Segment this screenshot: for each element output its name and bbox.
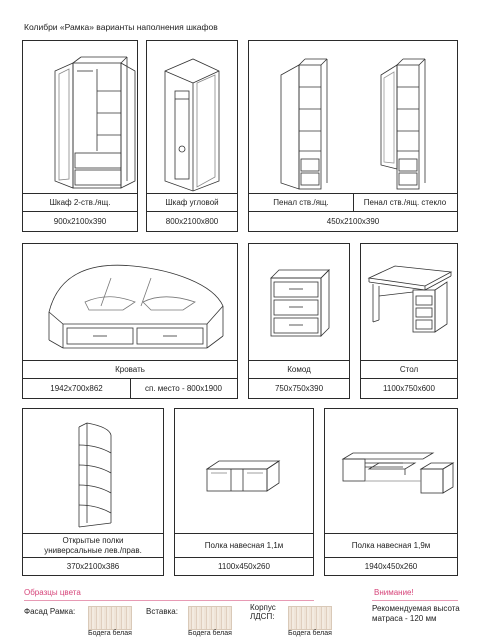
open-shelves-name-line2: универсальные лев./прав.: [44, 545, 142, 555]
card-wardrobe-2door: [22, 40, 138, 232]
penal-drawing: [249, 41, 349, 191]
attention-rule: [372, 600, 458, 601]
facade-swatch-name: Бодега белая: [88, 630, 132, 637]
open-shelves-drawing: [23, 409, 165, 531]
shelf-1-9-dims: 1940х450х260: [325, 557, 457, 576]
corner-wardrobe-dims: 800х2100х800: [147, 211, 237, 232]
penal-divider: [353, 193, 354, 211]
attention-header: Внимание!: [374, 588, 414, 597]
color-samples-rule: [24, 600, 314, 601]
body-label: [250, 603, 276, 621]
open-shelves-dims: 370х2100х386: [23, 557, 163, 576]
shelf-1-1-name: Полка навесная 1,1м: [175, 533, 313, 557]
dresser-drawing: [249, 244, 351, 359]
open-shelves-name: [23, 533, 163, 557]
body-label-line2: ЛДСП:: [250, 612, 275, 622]
desk-name: Стол: [361, 360, 457, 378]
facade-swatch: [88, 606, 132, 630]
corner-wardrobe-name: Шкаф угловой: [147, 193, 237, 211]
open-shelves-name-line1: Открытые полки: [62, 536, 124, 546]
card-bed: [22, 243, 238, 399]
dresser-dims: 750х750х390: [249, 378, 349, 399]
body-swatch-name: Бодега белая: [288, 630, 332, 637]
card-corner-wardrobe: [146, 40, 238, 232]
wardrobe-2door-name: Шкаф 2-ств./ящ.: [23, 193, 137, 211]
bed-name: Кровать: [23, 360, 237, 378]
shelf-1-9-name: Полка навесная 1,9м: [325, 533, 457, 557]
page-title: Колибри «Рамка» варианты наполнения шкафов: [24, 22, 218, 32]
attention-text-line1: Рекомендуемая высота: [372, 604, 460, 613]
penal-glass-drawing: [355, 41, 455, 191]
bed-divider: [130, 378, 131, 399]
corner-wardrobe-drawing: [147, 41, 239, 191]
dresser-name: Комод: [249, 360, 349, 378]
bed-dims: 1942х700х862: [23, 378, 130, 399]
card-dresser: [248, 243, 350, 399]
wardrobe-2door-drawing: [23, 41, 139, 191]
shelf-1-1-dims: 1100х450х260: [175, 557, 313, 576]
shelf-1-1-drawing: [175, 409, 315, 531]
insert-swatch: [188, 606, 232, 630]
body-label-line1: Корпус: [250, 603, 276, 612]
penal-name: Пенал ств./ящ.: [249, 193, 353, 211]
attention-text: [372, 604, 460, 623]
color-samples-header: Образцы цвета: [24, 588, 81, 597]
insert-swatch-name: Бодега белая: [188, 630, 232, 637]
bed-sleep-area: сп. место - 800х1900: [130, 378, 237, 399]
card-open-shelves: [22, 408, 164, 576]
insert-label: Вставка:: [146, 607, 178, 616]
desk-drawing: [361, 244, 459, 359]
wardrobe-2door-dims: 900х2100х390: [23, 211, 137, 232]
card-desk: [360, 243, 458, 399]
card-shelf-1-1: [174, 408, 314, 576]
penal-dims: 450х2100х390: [249, 211, 457, 232]
desk-dims: 1100х750х600: [361, 378, 457, 399]
shelf-1-9-drawing: [325, 409, 459, 531]
card-penal: [248, 40, 458, 232]
card-shelf-1-9: [324, 408, 458, 576]
body-swatch: [288, 606, 332, 630]
attention-text-line2: матраса - 120 мм: [372, 613, 437, 623]
facade-label: Фасад Рамка:: [24, 607, 76, 616]
bed-drawing: [23, 244, 239, 359]
penal-glass-name: Пенал ств./ящ. стекло: [353, 193, 457, 211]
